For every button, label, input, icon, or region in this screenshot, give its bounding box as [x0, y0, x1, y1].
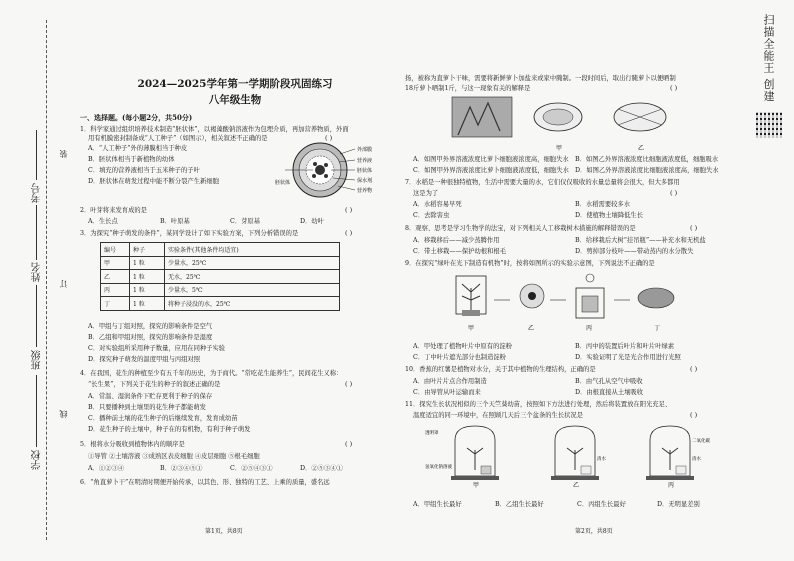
q7-answer-paren[interactable]: ( ) — [670, 189, 678, 197]
radish-cell-diagram — [450, 95, 750, 155]
table-row — [101, 256, 340, 270]
binding-mark-ding: 订 — [59, 280, 68, 288]
table-cell: 1 粒 — [130, 297, 165, 311]
q10-stem: 10．香蕉的红薯是植物对水分，关于其中植物的生理结构，正确的是 — [405, 366, 596, 373]
class-field[interactable] — [36, 285, 37, 347]
school-field[interactable] — [36, 375, 37, 447]
q9-opt-b: B．丙中的装置后叶片和叶片叶绿素 — [575, 343, 675, 350]
table-row — [101, 270, 340, 284]
q7-opt-a: A．水稻容易早死 — [413, 201, 462, 208]
q10-opt-a: A．由叶片片点合作用制造 — [413, 378, 487, 385]
q8-stem: 8．观察、思考是学习生物学的法宝，对下列相关人工移栽树木措施的解释错误的是 — [405, 225, 636, 232]
q8-answer-paren[interactable]: ( ) — [690, 224, 698, 232]
table-cell: 1 粒 — [130, 270, 165, 284]
q6-fig-label-jia: 甲 — [556, 145, 563, 152]
q10-opt-d: D．由根直接从土壤吸收 — [575, 389, 644, 396]
q4-line2: “长生果”，下列关于花生的种子的叙述正确的是 — [88, 381, 221, 388]
table-header-cell: 种子 — [130, 243, 165, 257]
q7-line1: 7．水稻是一种很独特植物，生活中需要大量的水，它们仅仅吸收的水量总量将会很大，但大多都用 — [405, 179, 680, 186]
q4-answer-paren[interactable]: ( ) — [345, 380, 353, 388]
q11-fig-text-naoh: 氢氧化钠溶液 — [425, 465, 452, 470]
q1-answer-paren[interactable]: ( ) — [325, 134, 333, 142]
q9-fig-label-bing: 丙 — [586, 325, 593, 332]
fig-label-nutrient-solution: 营养液 — [357, 158, 373, 164]
q6-opt-c: C．如图甲外界溶液浓度比萝卜细胞液浓度低，细胞失水 — [413, 167, 569, 174]
fig-label-outer-membrane: 外部膜 — [357, 147, 373, 153]
fig-label-embryoid-left: 胚状体 — [275, 180, 291, 186]
q2-stem: 2．叶芽将来发育成的是 — [80, 207, 147, 214]
class-label: 班级 — [32, 350, 43, 370]
q6-fig-label-yi: 乙 — [638, 145, 645, 152]
page-footer-left: 第1页，共8页 — [205, 528, 243, 535]
q1-line2: 用有机膜密封制备成“人工种子”（如图示），相关叙述不正确的是 — [88, 135, 268, 142]
q7-line2: 这是为了 — [413, 190, 439, 197]
q11-fig-label-bing: 丙 — [668, 482, 675, 488]
table-cell: 少量水，5℃ — [165, 283, 340, 297]
q4-line1: 4．在我国，花生的种植至少有五千年的历史，为于商代。“常吃花生能养生”，民间花生又称： — [80, 370, 343, 377]
exam-subtitle: 八年级生物 — [208, 94, 262, 106]
q6-line1: 6．“角直萝卜干”在明清时期便开始传承，以其色、形、独特的工艺、上乘的质量，盛名远 — [80, 479, 330, 486]
q10-opt-c: C．由导管从叶运输而来 — [413, 389, 481, 396]
q2-opt-c: C．芽原基 — [230, 218, 261, 225]
table-header-cell: 实验条件(其他条件均适宜) — [165, 243, 340, 257]
q5-sub: ①导管 ②土壤溶液 ③成熟区表皮细胞 ④皮层细胞 ⑤根毛细胞 — [88, 453, 260, 460]
page-footer-right: 第2页，共8页 — [575, 528, 613, 535]
q11-fig-label-jia: 甲 — [473, 482, 480, 488]
q11-line2: 温度适宜的同一环境中，在照顾几天后三个盆条的生长状况是 — [413, 412, 584, 419]
q8-opt-b: B．给移栽后大树“挂吊瓶”——补充水和无机盐 — [575, 237, 706, 244]
table-cell: 1 粒 — [130, 283, 165, 297]
q6-opt-d: D．如图乙外界溶液浓度比细胞液浓度高，细胞失水 — [575, 167, 719, 174]
q5-opt-d: D．②⑤③④① — [300, 465, 343, 472]
table-cell: 少量水，25℃ — [165, 256, 340, 270]
scanner-brand-text: 扫描全能王 创建 — [762, 14, 775, 103]
q7-opt-c: C．去除害虫 — [413, 212, 450, 219]
q3-opt-d: D．探究种子萌发的温度甲组与丙组对照 — [88, 356, 201, 363]
q5-opt-a: A．①②③④ — [88, 465, 125, 472]
binding-strip — [0, 0, 72, 561]
q10-opt-b: B．由气孔从空气中吸收 — [575, 378, 643, 385]
q8-opt-c: C．带土移栽——保护幼根和根毛 — [413, 248, 506, 255]
table-cell: 乙 — [101, 270, 130, 284]
q1-opt-a: A．“人工种子”外的薄膜相当于种皮 — [88, 145, 188, 152]
q5-answer-paren[interactable]: ( ) — [345, 440, 353, 448]
q2-opt-b: B．叶原基 — [160, 218, 190, 225]
q3-answer-paren[interactable]: ( ) — [345, 229, 353, 237]
q5-opt-c: C．②⑤④③① — [230, 465, 273, 472]
q4-opt-c: C．播种前土壤的花生种子的后继续发育，发育成幼苗 — [88, 415, 238, 422]
table-cell: 1 粒 — [130, 256, 165, 270]
q1-opt-b: B．胚状体相当于新植物的幼体 — [88, 156, 175, 163]
q9-opt-c: C．丁中叶片遮光部分也制造淀粉 — [413, 354, 506, 361]
q4-opt-a: A．常温、湿润条件下贮存更利于种子的保存 — [88, 393, 213, 400]
q11-line1: 11．探究生长状况相似的三个天竺葵幼苗，按照如下方法进行处理，然后将装置放在阳光充足、 — [405, 401, 672, 408]
binding-mark-xian: 线 — [59, 410, 68, 418]
q8-opt-d: D．剪掉部分枝叶——带动蒸内的水分散失 — [575, 248, 694, 255]
name-field[interactable] — [36, 205, 37, 260]
q2-opt-a: A．生长点 — [88, 218, 118, 225]
section-heading: 一、选择题。(每小题2分，共50分) — [80, 113, 193, 122]
q7-opt-d: D．使植物土壤降低生长 — [575, 212, 644, 219]
q2-opt-d: D．幼叶 — [300, 218, 324, 225]
q10-answer-paren[interactable]: ( ) — [690, 365, 698, 373]
q9-opt-d: D．实验证明了光是光合作用进行光照 — [575, 354, 681, 361]
table-cell: 甲 — [101, 256, 130, 270]
table-header-row — [101, 243, 340, 257]
artificial-seed-diagram — [275, 140, 390, 200]
q7-opt-b: B．水稻需要较多水 — [575, 201, 631, 208]
table-cell: 将种子浸没的水，25℃ — [165, 297, 340, 311]
q9-fig-label-jia: 甲 — [468, 325, 475, 332]
q9-fig-label-ding: 丁 — [654, 325, 661, 332]
q8-opt-a: A．移栽移后——减少蒸腾作用 — [413, 237, 500, 244]
q1-line1: 1．科学家通过组织培养技术制造“胚状体”，以褐藻酸钠溶液作为包埋介质，再加营养物质，外面 — [80, 126, 349, 133]
q3-table — [100, 242, 340, 311]
exam-title: 2024—2025学年第一学期阶段巩固练习 — [137, 78, 333, 90]
q6-opt-a: A．如图甲外界溶液浓度比萝卜细胞液浓度高，细胞失水 — [413, 156, 569, 163]
bell-jar-experiment-diagram — [425, 420, 725, 488]
table-row — [101, 283, 340, 297]
q5-stem: 5．根将水分吸收到植物体内的顺序是 — [80, 441, 185, 448]
table-cell: 无水，25℃ — [165, 270, 340, 284]
fig-label-water-retainer: 保水剂 — [357, 178, 373, 184]
kaohao-label: 考号 — [32, 183, 43, 203]
q1-opt-d: D．胚状体在萌发过程中能不断分裂产生新细胞 — [88, 178, 219, 185]
q11-opt-d: D．无明显差别 — [657, 501, 700, 508]
q11-opt-c: C．丙组生长最好 — [577, 501, 626, 508]
table-row — [101, 297, 340, 311]
q11-fig-label-yi: 乙 — [573, 482, 580, 488]
q6-cont-line2: 18斤萝卜晒制1斤，与这一现象有关的解释是 — [405, 85, 531, 92]
kaohao-field[interactable] — [36, 130, 37, 180]
q3-opt-c: C．对实验组所采用种子数量，应用在同种子实验 — [88, 345, 226, 352]
q11-answer-paren[interactable]: ( ) — [690, 411, 698, 419]
table-header-cell: 编号 — [101, 243, 130, 257]
table-cell: 丙 — [101, 283, 130, 297]
q11-fig-text-water: 清水 — [597, 457, 606, 462]
q5-opt-b: B．②③④⑤① — [160, 465, 203, 472]
q11-opt-b: B．乙组生长最好 — [495, 501, 544, 508]
table-cell: 丁 — [101, 297, 130, 311]
binding-dashed-line — [46, 20, 47, 540]
q9-fig-label-yi: 乙 — [528, 325, 535, 332]
name-label: 姓名 — [32, 262, 43, 282]
q2-answer-paren[interactable]: ( ) — [345, 206, 353, 214]
q3-stem: 3．为探究“种子萌发的条件”，某同学设计了如下实验方案，下列分析错误的是 — [80, 230, 299, 237]
q4-opt-d: D．花生种子的土壤中，种子在的有机物，有利于种子萌发 — [88, 426, 251, 433]
fig-label-nutrients: 营养物 — [357, 188, 373, 194]
q1-opt-c: C．填充的营养液相当于玉米种子的子叶 — [88, 167, 200, 174]
q9-stem: 9．在探究“绿叶在光下制造有机物”时，按将如图所示的实验示意图，下列说法不正确的是 — [405, 260, 655, 267]
q3-opt-b: B．乙组和甲组对照，探究的影响条件是湿度 — [88, 334, 213, 341]
q6-opt-b: B．如图乙外界溶液浓度比细胞液浓度低，细胞吸水 — [575, 156, 719, 163]
q11-fig-text-co2: 二氧化碳 — [692, 439, 710, 444]
q11-fig-text-jar: 透明罩 — [425, 431, 439, 436]
q11-fig-text-water2: 清水 — [692, 457, 701, 462]
q6-answer-paren[interactable]: ( ) — [670, 84, 678, 92]
q6-cont-line1: 扬，被称为直萝卜干味，需要将新鲜萝卜加盐来或家中腌制。一段时间后，取出行腌萝卜以便晒制 — [405, 75, 676, 82]
fig-label-embryoid: 胚状体 — [357, 168, 373, 174]
school-label: 学校 — [32, 450, 43, 470]
binding-mark-zhuang: 装 — [59, 150, 68, 158]
q3-opt-a: A．甲组与丁组对照，探究的影响条件是空气 — [88, 323, 213, 330]
q11-opt-a: A．甲组生长最好 — [413, 501, 462, 508]
q4-opt-b: B．只要播种到土壤里的花生种子都能萌发 — [88, 404, 206, 411]
photosynthesis-experiment-diagram — [450, 270, 710, 336]
q9-opt-a: A．甲处理了植物叶片中原有的淀粉 — [413, 343, 513, 350]
